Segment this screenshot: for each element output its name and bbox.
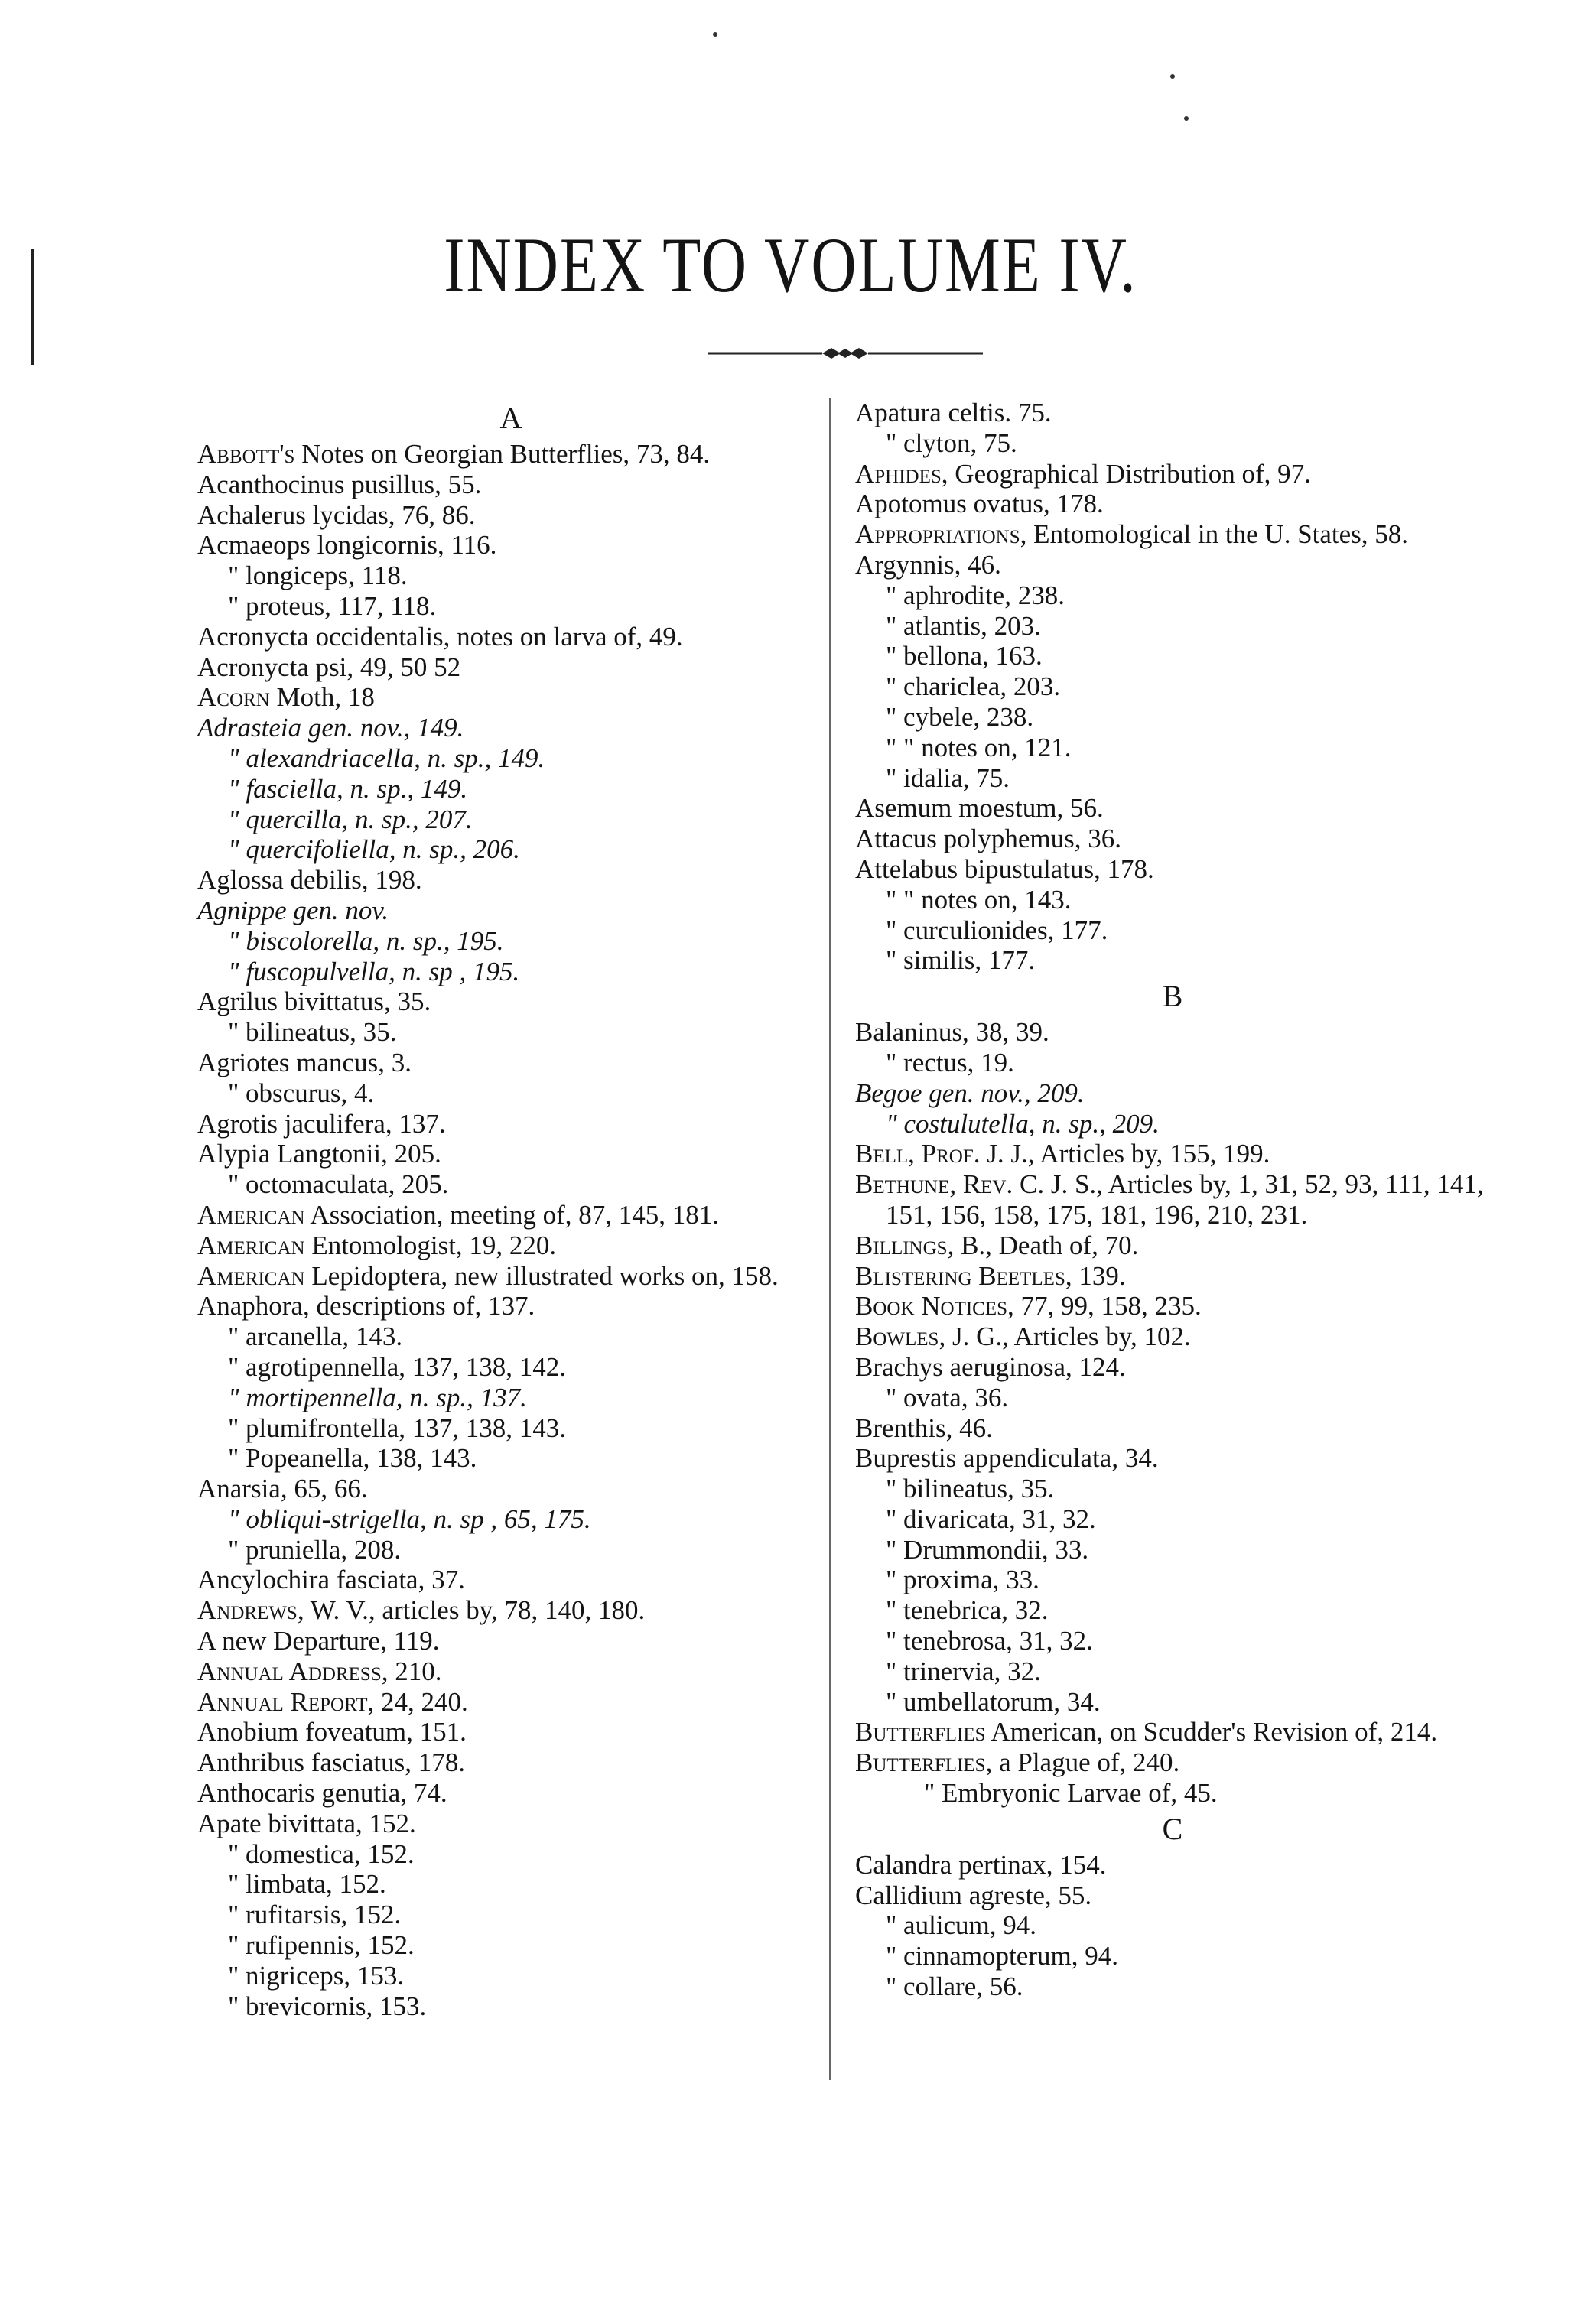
index-entry: Butterflies, a Plague of, 240. [855,1747,1180,1778]
title-ornament [708,346,983,361]
index-entry: Agrotis jaculifera, 137. [197,1108,446,1139]
index-entry: Anarsia, 65, 66. [197,1474,368,1504]
index-entry: Acronycta psi, 49, 50 52 [197,652,461,682]
index-entry: " aulicum, 94. [886,1910,1037,1941]
index-entry: Asemum moestum, 56. [855,793,1104,824]
index-entry: " limbata, 152. [228,1869,386,1900]
index-entry: " rufitarsis, 152. [228,1900,402,1930]
index-entry: Blistering Beetles, 139. [855,1260,1126,1291]
index-entry: " fuscopulvella, n. sp , 195. [228,956,520,986]
section-letter: A [499,401,522,435]
index-entry: " pruniella, 208. [228,1534,402,1565]
index-entry: " curculionides, 177. [886,915,1108,945]
index-entry: Anthocaris genutia, 74. [197,1778,447,1809]
index-entry: Calandra pertinax, 154. [855,1849,1107,1880]
index-entry: " chariclea, 203. [886,671,1061,702]
index-entry: " collare, 56. [886,1971,1023,2002]
index-entry: Aglossa debilis, 198. [197,865,422,895]
index-entry: Abbott's Notes on Georgian Butterflies, 73, 84. [197,439,711,469]
index-entry: " obscurus, 4. [228,1077,375,1108]
index-entry: Apotomus ovatus, 178. [855,489,1104,519]
index-entry: " plumifrontella, 137, 138, 143. [228,1412,567,1443]
index-entry: " Drummondii, 33. [886,1534,1089,1565]
index-entry: " bilineatus, 35. [228,1017,397,1048]
index-entry: " arcanella, 143. [228,1321,403,1352]
page-title: INDEX TO VOLUME IV. [444,221,1137,309]
index-entry: Anobium foveatum, 151. [197,1717,467,1747]
index-entry: Acmaeops longicornis, 116. [197,530,497,561]
index-entry: Apatura celtis. 75. [855,398,1052,427]
scan-speck [713,32,717,37]
index-entry: " rufipennis, 152. [228,1930,415,1961]
index-entry: Agriotes mancus, 3. [197,1047,412,1077]
index-entry: " biscolorella, n. sp., 195. [228,925,504,956]
section-letter: B [1162,979,1183,1014]
index-entry: " ovata, 36. [886,1382,1009,1412]
index-entry: Attacus polyphemus, 36. [855,824,1122,854]
index-entry: American Entomologist, 19, 220. [197,1230,557,1260]
index-entry: Andrews, W. V., articles by, 78, 140, 180. [197,1595,646,1626]
index-entry: " atlantis, 203. [886,610,1041,641]
index-entry: Attelabus bipustulatus, 178. [855,853,1154,884]
index-entry: " aphrodite, 238. [886,580,1065,610]
index-entry: Annual Report, 24, 240. [197,1686,468,1717]
index-entry: " tenebrosa, 31, 32. [886,1626,1093,1656]
index-entry: Annual Address, 210. [197,1656,442,1686]
index-entry: " quercilla, n. sp., 207. [228,804,473,834]
scan-speck [1184,116,1189,121]
index-entry: " " notes on, 121. [886,732,1072,762]
index-entry: Achalerus lycidas, 76, 86. [197,499,476,530]
index-entry: " fasciella, n. sp., 149. [228,773,468,804]
index-entry: Agnippe gen. nov. [197,895,389,925]
index-entry: " obliqui-strigella, n. sp , 65, 175. [228,1503,591,1534]
index-entry: " brevicornis, 153. [228,1991,427,2021]
index-entry: " mortipennella, n. sp., 137. [228,1382,527,1412]
index-entry: " cybele, 238. [886,701,1034,732]
index-entry: Acorn Moth, 18 [197,682,375,713]
index-entry: " proteus, 117, 118. [228,590,437,621]
index-entry: " clyton, 75. [886,427,1017,458]
index-entry: " trinervia, 32. [886,1656,1041,1686]
column-divider [829,398,831,2080]
index-entry: Bowles, J. G., Articles by, 102. [855,1321,1191,1352]
index-entry: Bell, Prof. J. J., Articles by, 155, 199. [855,1139,1270,1169]
index-entry: Aphides, Geographical Distribution of, 97. [855,458,1311,489]
index-entry: " cinnamopterum, 94. [886,1941,1118,1971]
index-entry: Brachys aeruginosa, 124. [855,1351,1126,1382]
index-entry: " octomaculata, 205. [228,1169,449,1200]
index-entry: Ancylochira fasciata, 37. [197,1565,465,1595]
index-entry: " " notes on, 143. [886,884,1072,915]
index-entry: " idalia, 75. [886,762,1010,793]
index-entry: " nigriceps, 153. [228,1960,405,1991]
index-entry: Butterflies American, on Scudder's Revision of, 214. [855,1717,1438,1747]
index-entry: Balaninus, 38, 39. [855,1017,1049,1048]
index-entry: Buprestis appendiculata, 34. [855,1443,1159,1474]
index-entry: Apate bivittata, 152. [197,1808,416,1838]
index-entry: " similis, 177. [886,945,1036,976]
index-entry: " umbellatorum, 34. [886,1686,1101,1717]
index-entry: Acanthocinus pusillus, 55. [197,469,482,499]
scan-speck [1170,74,1175,79]
index-entry: Argynnis, 46. [855,549,1001,580]
index-entry: " proxima, 33. [886,1565,1039,1595]
index-entry: " divaricata, 31, 32. [886,1503,1096,1534]
index-entry: Appropriations, Entomological in the U. States, 58. [855,519,1409,550]
index-entry: American Lepidoptera, new illustrated works on, 158. [197,1260,779,1291]
right-column [855,398,1490,2002]
index-entry: Billings, B., Death of, 70. [855,1230,1139,1260]
index-entry: Begoe gen. nov., 209. [855,1077,1085,1108]
index-entry: " quercifoliella, n. sp., 206. [228,834,520,865]
index-entry: " tenebrica, 32. [886,1595,1049,1626]
index-entry: " bellona, 163. [886,641,1043,671]
index-entry: Acronycta occidentalis, notes on larva of, 49. [197,621,683,652]
index-entry: " agrotipennella, 137, 138, 142. [228,1351,566,1382]
index-entry: Alypia Langtonii, 205. [197,1139,441,1169]
index-entry: " alexandriacella, n. sp., 149. [228,743,545,773]
index-entry: " longiceps, 118. [228,561,408,591]
index-entry: Book Notices, 77, 99, 158, 235. [855,1291,1202,1321]
left-column [197,398,825,2021]
index-entry: Anaphora, descriptions of, 137. [197,1291,535,1321]
index-entry: " domestica, 152. [228,1838,415,1869]
index-entry: " Popeanella, 138, 143. [228,1443,477,1474]
section-letter: C [1162,1811,1183,1846]
index-entry: " Embryonic Larvae of, 45. [924,1778,1218,1809]
index-entry: " costulutella, n. sp., 209. [886,1108,1160,1139]
index-entry: Callidium agreste, 55. [855,1880,1092,1910]
index-entry: Brenthis, 46. [855,1412,993,1443]
index-entry: " bilineatus, 35. [886,1474,1055,1504]
index-entry: Adrasteia gen. nov., 149. [197,713,464,743]
index-entry: American Association, meeting of, 87, 145, 181. [197,1199,720,1230]
index-entry: A new Departure, 119. [197,1626,440,1656]
index-entry: " rectus, 19. [886,1047,1014,1077]
index-entry: Agrilus bivittatus, 35. [197,986,431,1017]
index-entry: Bethune, Rev. C. J. S., Articles by, 1, 31, 52, 93, 111, 141, 151, 156, 158, 175, 181, 196, 210, 231. [855,1169,1484,1230]
index-entry: Anthribus fasciatus, 178. [197,1747,465,1778]
